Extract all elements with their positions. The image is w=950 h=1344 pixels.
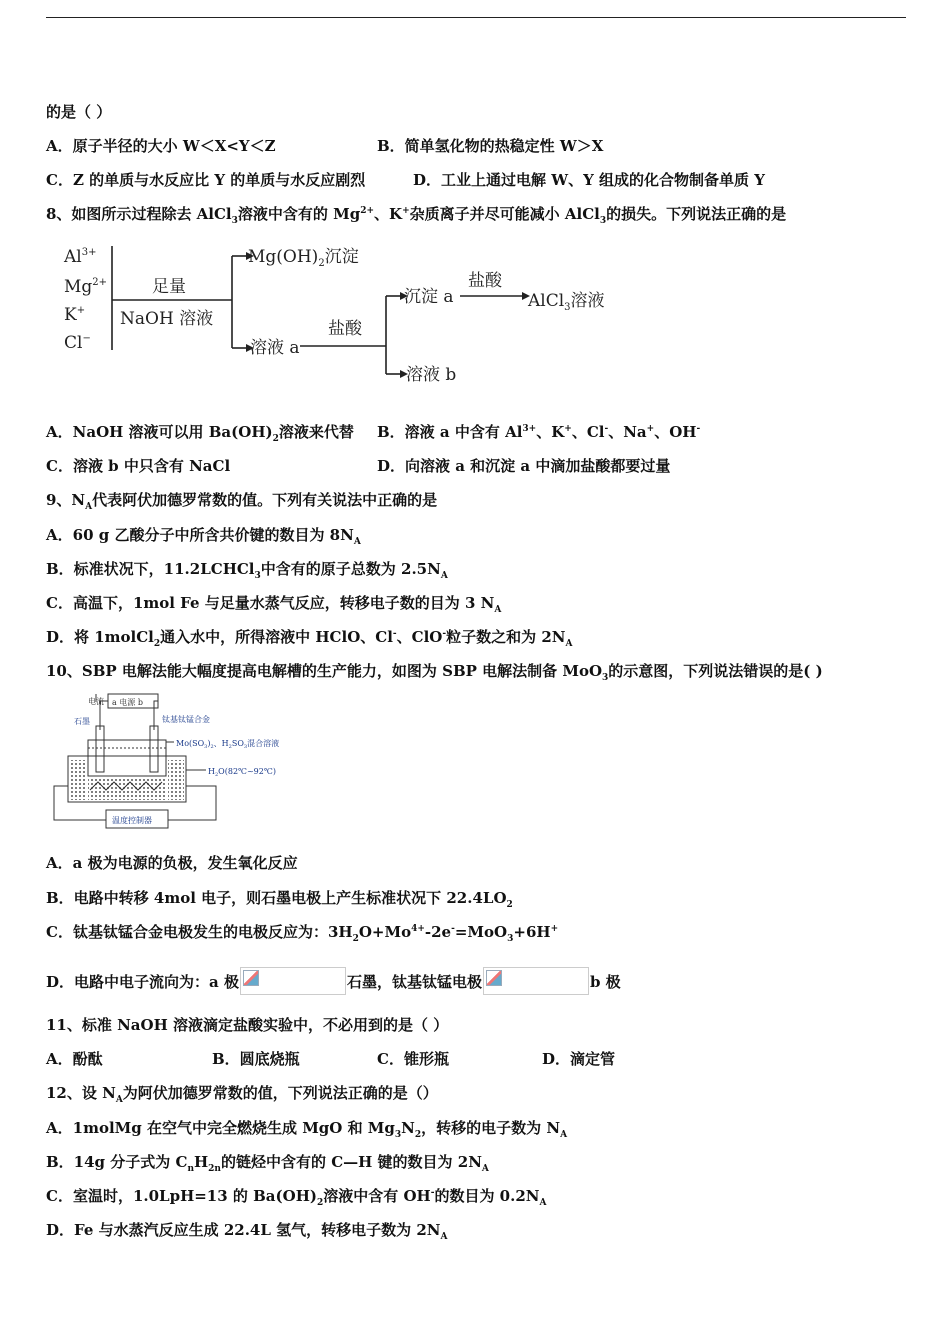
q10-stem: 10、SBP 电解法能大幅度提高电解槽的生产能力，如图为 SBP 电解法制备 MoO$_3$的示意图，下列说法错误的是( ) xyxy=(46,662,823,683)
q7-option-c: C．Z 的单质与水反应比 Y 的单质与水反应剧烈 xyxy=(46,171,366,189)
q9-stem: 9、$N_A$代表阿伏加德罗常数的值。下列有关说法中正确的是 xyxy=(46,491,438,512)
solution-b: 溶液 b xyxy=(406,365,457,385)
q7-option-d: D．工业上通过电解 W、Y 组成的化合物制备单质 Y xyxy=(413,171,765,189)
q10-electrolysis-diagram xyxy=(50,690,290,830)
q11-option-b: B．圆底烧瓶 xyxy=(212,1050,300,1068)
power-source-label: a 电源 b xyxy=(112,698,143,707)
reagent-hcl-1: 盐酸 xyxy=(328,319,362,339)
solution-a: 溶液 a xyxy=(250,338,300,358)
water-label: $H_2O(82℃\sim 92℃)$ xyxy=(208,767,276,778)
precipitate-a: 沉淀 a xyxy=(404,287,454,307)
current-label: 电流 xyxy=(88,697,104,706)
q10-option-c: C．钛基钛锰合金电极发生的电极反应为：$3H_2O+Mo^{4+}-2e^-=MoO_3+6H^+$ xyxy=(46,923,559,944)
ion-al: $Al^{3+}$ xyxy=(64,247,97,267)
q7-stem-end: 的是（ ） xyxy=(46,103,112,121)
product-alcl3: AlCl$_3$溶液 xyxy=(528,291,605,313)
q7-option-a: A．原子半径的大小 W＜X<Y＜Z xyxy=(46,137,276,155)
q8-stem: 8、如图所示过程除去 AlCl$_3$溶液中含有的 $Mg^{2+}$、K+杂质离子并尽可能减小 AlCl$_3$的损失。下列说法正确的是 xyxy=(46,205,787,226)
ion-cl: Cl− xyxy=(64,333,91,353)
q8-option-a: A．NaOH 溶液可以用 $Ba(OH)_2$溶液来代替 xyxy=(46,423,354,444)
q11-option-c: C．锥形瓶 xyxy=(377,1050,449,1068)
q11-option-d: D．滴定管 xyxy=(542,1050,616,1068)
inner-cell xyxy=(88,740,166,776)
reagent-naoh-top: 足量 xyxy=(152,277,186,297)
q11-stem: 11、标准 NaOH 溶液滴定盐酸实验中，不必用到的是（ ） xyxy=(46,1016,449,1034)
q9-option-c: C．高温下，1mol Fe 与足量水蒸气反应，转移电子数的目为 3 $N_A$ xyxy=(46,594,502,615)
q10-option-d: D．电路中电子流向为：a 极 石墨，钛基钛锰电极 b 极 xyxy=(46,967,621,995)
q7-option-b: B．简单氢化物的热稳定性 W＞X xyxy=(377,137,604,155)
q8-option-d: D．向溶液 a 和沉淀 a 中滴加盐酸都要过量 xyxy=(377,457,671,475)
alloy-electrode xyxy=(150,726,158,772)
broken-image-icon xyxy=(240,967,346,995)
ion-k: K+ xyxy=(64,305,86,325)
graphite-label: 石墨 xyxy=(74,717,90,726)
q9-option-b: B．标准状况下，11.2LCHCl$_3$中含有的原子总数为 $2.5N_A$ xyxy=(46,560,448,581)
q12-option-d: D．Fe 与水蒸汽反应生成 22.4L 氢气，转移电子数为 $2N_A$ xyxy=(46,1221,448,1242)
bath-fill xyxy=(88,778,166,800)
q8-option-c: C．溶液 b 中只含有 NaCl xyxy=(46,457,231,475)
q12-option-b: B．14g 分子式为 $C_nH_{2n}$的链烃中含有的 C—H 键的数目为 $2N_A$ xyxy=(46,1153,489,1174)
q9-option-a: A．60 g 乙酸分子中所含共价键的数目为 $8N_A$ xyxy=(46,526,361,547)
alloy-label: 钛基钛锰合金 xyxy=(162,715,210,724)
reagent-naoh-bottom: NaOH 溶液 xyxy=(120,309,214,329)
q11-option-a: A．酚酞 xyxy=(46,1050,103,1068)
graphite-electrode xyxy=(96,726,104,772)
bath-fill xyxy=(70,760,86,800)
solution-label: $Mo(SO_3)_2$、$H_2SO_3$混合溶液 xyxy=(176,739,280,750)
q12-option-c: C．室温时，1.0LpH=13 的 $Ba(OH)_2$溶液中含有 OH-的数目为 $0.2N_A$ xyxy=(46,1187,547,1208)
ion-mg: $Mg^{2+}$ xyxy=(64,277,108,297)
q12-option-a: A．1molMg 在空气中完全燃烧生成 MgO 和 $Mg_3N_2$，转移的电子数为 $N_A$ xyxy=(46,1119,568,1140)
broken-image-icon xyxy=(483,967,589,995)
q8-option-b: B．溶液 a 中含有 $Al^{3+}$、K+、Cl-、Na+、OH- xyxy=(377,423,701,441)
bath-fill xyxy=(168,760,184,800)
q10-option-a: A．a 极为电源的负极，发生氧化反应 xyxy=(46,854,298,872)
q8-flow-diagram xyxy=(60,238,620,388)
reagent-hcl-2: 盐酸 xyxy=(468,271,502,291)
q10-option-b: B．电路中转移 4mol 电子，则石墨电极上产生标准状况下 $22.4LO_2$ xyxy=(46,889,513,910)
controller-label: 温度控制器 xyxy=(112,816,152,825)
q12-stem: 12、设 $N_A$为阿伏加德罗常数的值，下列说法正确的是（） xyxy=(46,1084,438,1105)
header-rule xyxy=(46,17,906,18)
q9-option-d: D．将 1molCl$_2$通入水中，所得溶液中 HClO、Cl-、ClO-粒子数之和为 $2N_A$ xyxy=(46,628,573,649)
product-mgoh2: $Mg(OH)_2$沉淀 xyxy=(248,247,359,269)
